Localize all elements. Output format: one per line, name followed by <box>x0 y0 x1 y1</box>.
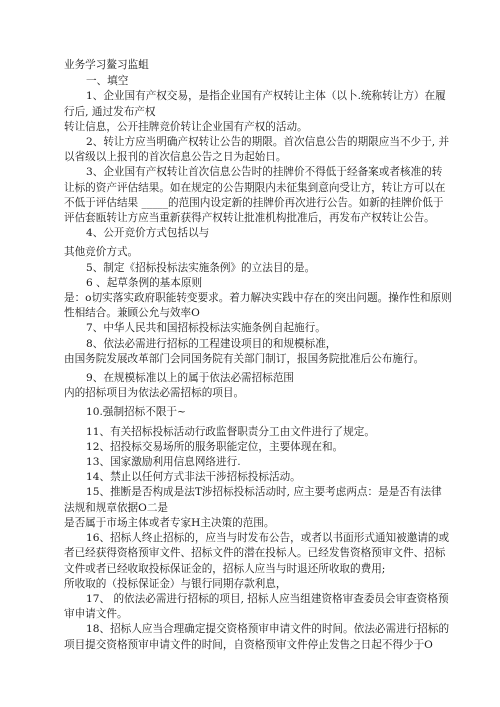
paragraph: 其他竞价方式。 <box>64 246 139 259</box>
paragraph: 16、招标人终止招标的，应当与时发布公告，或者以书面形式通知被邀请的或者已经获得资格预审文件、招标文件的潜在投标人。已经发售资格预审文件、招标文件或者已经收取投标保证金的，招标人应当与时退还所收取的费用; <box>64 532 450 575</box>
paragraph: 3、企业国有产权转让首次信息公告时的挂牌价不得低于经备案或者核准的转让标的资产评估结果。如在规定的公告期限内未征集到意向受让方，转让方可以在不低于评估结果 _____的范围内设定新的挂牌价再次进行公告。如新的挂牌价低于评估套瓯转让方应当重新获得产权转让批准机构批准后，再发布产权转让公告。 <box>64 166 446 225</box>
paragraph: 17、 的依法必需进行招标的项目, 招标人应当组建资格审查委员会审查资格预审申请文件。 <box>64 592 449 621</box>
paragraph: 8、依法必需进行招标的工程建设项目的和规模标准， <box>86 337 337 350</box>
paragraph: 11、有关招标投标活动行政监督职责分工由文件进行了规定。 <box>86 425 375 438</box>
paragraph: 7、中华人民共和国招标投标法实施条例自起施行。 <box>86 322 326 335</box>
paragraph: 18、招标人应当合理确定提交资格预审申请文件的时间。依法必需进行招标的项目提交资格预审申请文件的时间，自资格预审文件停止发售之日起不得少于O <box>64 623 450 651</box>
paragraph: 9、在规模标准以上的属于依法必需招标范围 <box>86 372 295 385</box>
paragraph: 是否属于市场主体或者专家H主决策的范围。 <box>64 516 275 529</box>
paragraph: 是：o切实落实政府职能转变要求。着力解决实践中存在的突出问题。操作性和原则性相结合。兼顾公允与效率O <box>64 292 452 320</box>
paragraph: 12、招投标交易场所的服务职能定位，主要体现在和。 <box>86 440 344 453</box>
paragraph: 10.强制招标不限于~ <box>86 406 186 419</box>
paragraph: 13、国家激励利用信息网络进行. <box>86 456 241 469</box>
paragraph: 一、填空 <box>86 75 129 88</box>
paragraph: 4、公开竞价方式包括以与 <box>86 227 210 240</box>
paragraph: 内的招标项目为依法必需招标的项目。 <box>64 387 245 400</box>
paragraph: 所收取的（投标保证金）与银行同期存款利息， <box>64 577 287 590</box>
paragraph: 15、推断是否构成是法T涉招标投标活动时, 应主要考虑两点：是是否有法律法规和规章依据O二是 <box>64 486 442 514</box>
paragraph: 2、转让方应当明确产权转让公告的期限。首次信息公告的期限应当不少于, 并以省级以上报刊的首次信息公告之日为起始日。 <box>64 136 450 164</box>
paragraph: 由国务院发展改革部门会同国务院有关部门制订，报国务院批准后公布施行。 <box>64 352 425 365</box>
paragraph: 5、制定《招标投标法实施条例》的立法目的是。 <box>86 261 316 274</box>
paragraph: 14、禁止以任何方式非法干涉招标投标活动。 <box>86 471 301 484</box>
document-title: 业务学习鳌习监蛆 <box>64 59 149 71</box>
paragraph: 1、企业国有产权交易，是指企业国有产权转让主体（以卜.统称转让方）在履行后, 通过发布产权 <box>64 90 446 118</box>
paragraph: 6 、起草条例的基本原则 <box>86 276 203 289</box>
paragraph: 转让信息，公开挂牌竞价转让企业国有产权的活动。 <box>64 120 308 133</box>
